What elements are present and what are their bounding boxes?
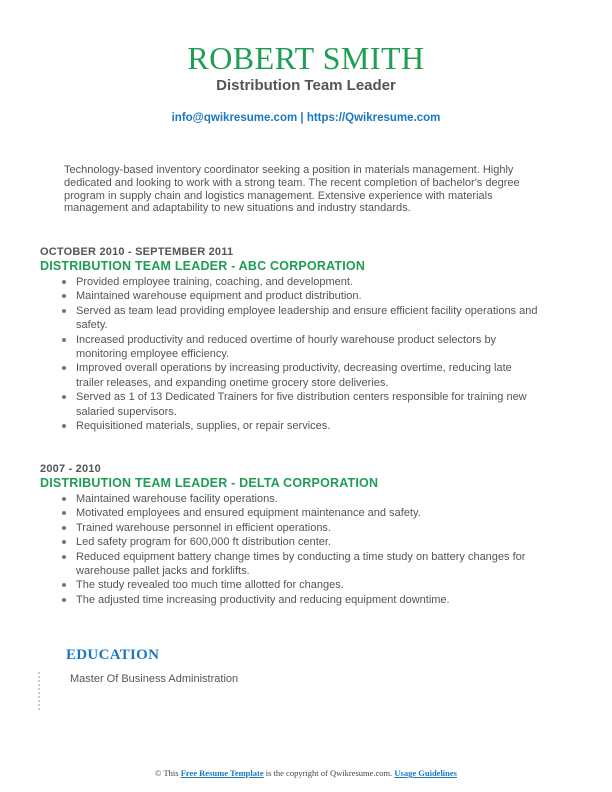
contact-line	[0, 111, 612, 125]
list-item: The adjusted time increasing productivity and reducing equipment downtime.	[76, 593, 540, 607]
list-item: Led safety program for 600,000 ft distribution center.	[76, 535, 540, 549]
list-item: Served as 1 of 13 Dedicated Trainers for five distribution centers responsible for training new salaried supervisors.	[76, 390, 540, 419]
job-dates: OCTOBER 2010 - SEPTEMBER 2011	[40, 246, 234, 258]
list-item: Served as team lead providing employee leadership and ensure efficient facility operations and safety.	[76, 304, 540, 333]
list-item: Reduced equipment battery change times by conducting a time study on battery changes for warehouse pallet jacks and forklifts.	[76, 550, 540, 579]
summary-paragraph: Technology-based inventory coordinator seeking a position in materials management. Highly dedicated and looking to work with a strong team. The recent completion of bachelor's degree program in supply chain and logistics management. Extensive experience with materials management and adaptability to new situations and industry standards.	[64, 164, 520, 215]
job-bullets	[40, 275, 540, 433]
candidate-role: Distribution Team Leader	[216, 77, 396, 94]
candidate-name: ROBERT SMITH	[187, 40, 425, 76]
free-resume-template-link[interactable]: Free Resume Template	[180, 768, 264, 778]
job-dates: 2007 - 2010	[40, 463, 101, 475]
contact-separator: |	[300, 112, 304, 124]
list-item: Maintained warehouse facility operations.	[76, 492, 540, 506]
list-item: Requisitioned materials, supplies, or repair services.	[76, 419, 540, 433]
list-item: Improved overall operations by increasing productivity, decreasing overtime, reducing late trailer releases, and expanding onetime grocery store deliveries.	[76, 361, 540, 390]
list-item: Increased productivity and reduced overtime of hourly warehouse product selectors by monitoring employee efficiency.	[76, 333, 540, 362]
list-item: Trained warehouse personnel in efficient operations.	[76, 521, 540, 535]
list-item: Motivated employees and ensured equipment maintenance and safety.	[76, 506, 540, 520]
copyright-footer	[0, 768, 612, 778]
job-entry-1	[40, 246, 540, 433]
education-divider	[38, 672, 40, 710]
education-heading: EDUCATION	[66, 647, 160, 663]
footer-middle: is the copyright of Qwikresume.com.	[265, 768, 393, 778]
job-title: DISTRIBUTION TEAM LEADER - DELTA CORPORATION	[40, 476, 379, 490]
job-entry-2	[40, 463, 540, 607]
email-link[interactable]: info@qwikresume.com	[171, 112, 298, 124]
education-degree: Master Of Business Administration	[70, 673, 239, 685]
website-link[interactable]: https://Qwikresume.com	[306, 112, 441, 124]
job-title: DISTRIBUTION TEAM LEADER - ABC CORPORATION	[40, 259, 366, 273]
job-bullets	[40, 492, 540, 607]
list-item: Maintained warehouse equipment and product distribution.	[76, 289, 540, 303]
usage-guidelines-link[interactable]: Usage Guidelines	[394, 768, 457, 778]
list-item: The study revealed too much time allotted for changes.	[76, 578, 540, 592]
list-item: Provided employee training, coaching, and development.	[76, 275, 540, 289]
footer-prefix: © This	[155, 768, 179, 778]
